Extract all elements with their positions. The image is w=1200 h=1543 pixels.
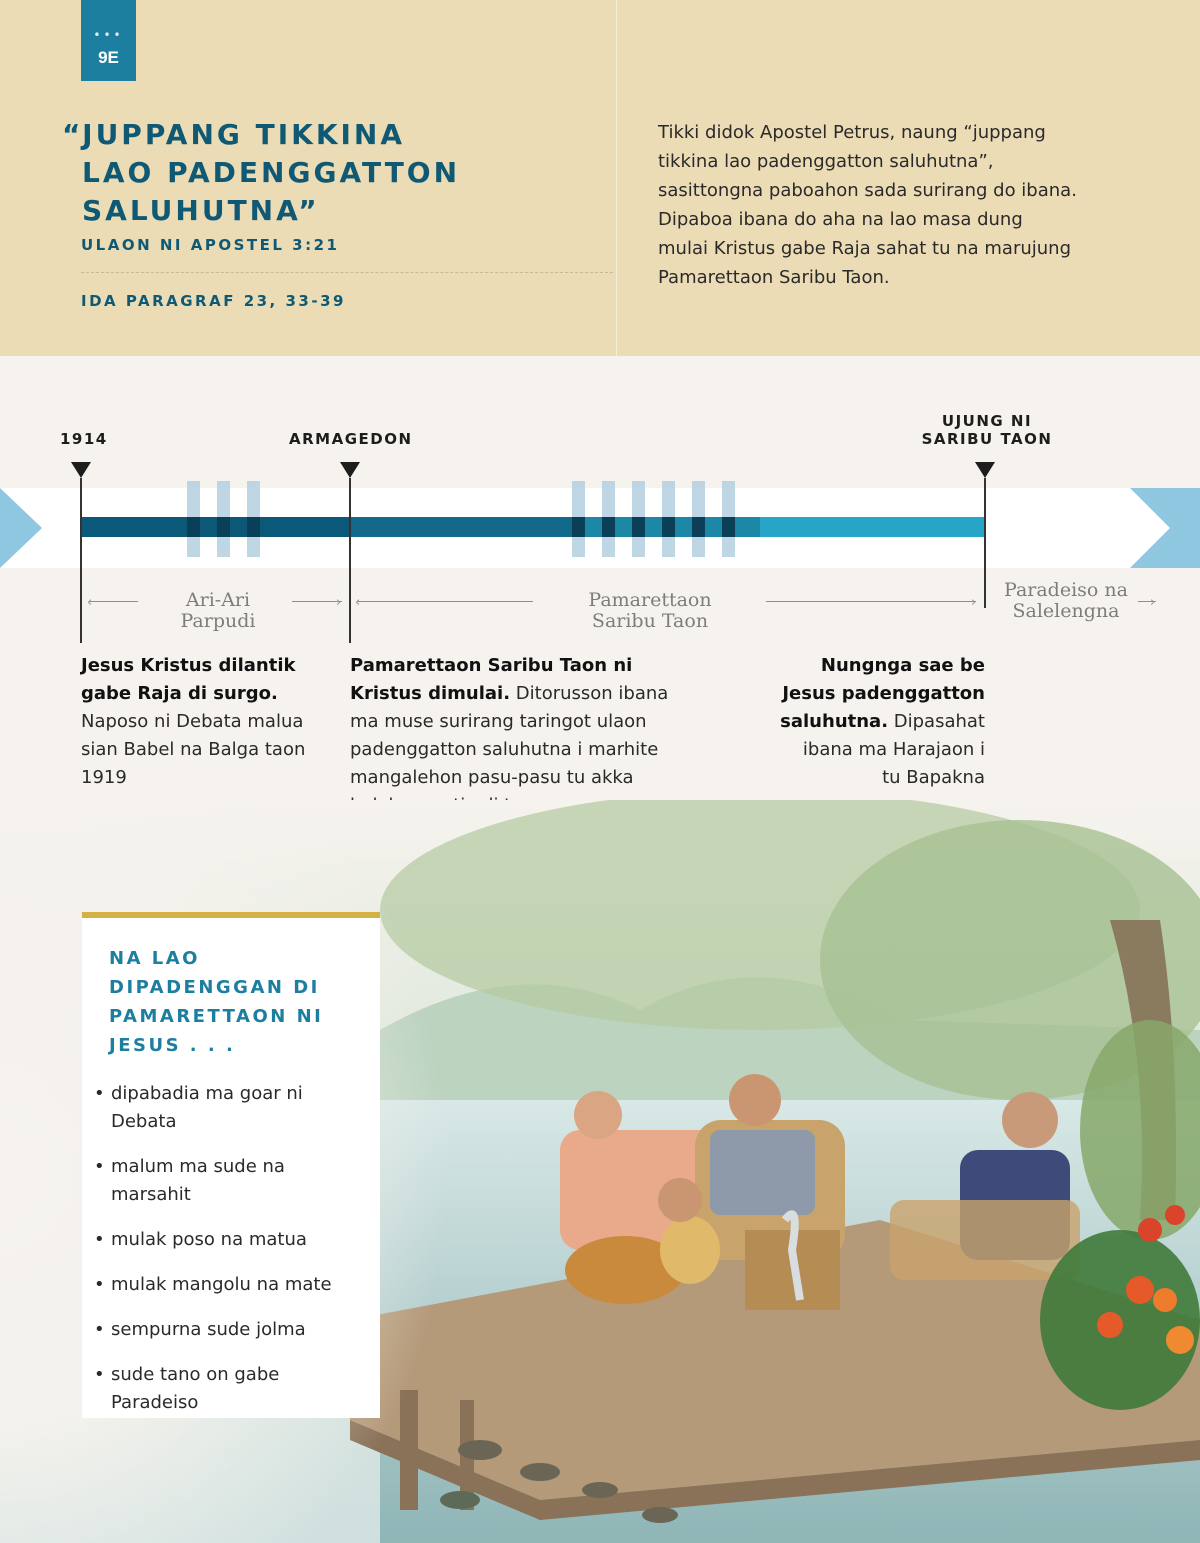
era-arrow-right-2 <box>766 601 976 602</box>
list-item: • dipabadia ma goar ni Debata <box>94 1080 341 1136</box>
list-item: • malum ma sude na marsahit <box>94 1153 341 1209</box>
marker-arrow-armagedon <box>340 462 360 478</box>
timeline-bar-millennium-a <box>350 517 580 537</box>
description-ujung-text: Dipasahat ibana ma Harajaon i tu Bapakna <box>802 711 985 788</box>
arrowhead-right-icon: › <box>336 595 342 610</box>
era-arrow-left-2 <box>358 601 533 602</box>
description-ujung <box>780 652 985 792</box>
arrowhead-left-icon: ‹ <box>355 595 361 610</box>
title-line-3: SALUHUTNA” <box>82 194 320 227</box>
tab-dots-decoration: ••• <box>93 28 124 42</box>
arrowhead-right-icon: › <box>1150 595 1156 610</box>
title-line-2: LAO PADENGGATTON <box>82 156 461 189</box>
description-1914-text: Naposo ni Debata malua sian Babel na Balga taon 1919 <box>81 711 306 788</box>
timeline-band <box>0 480 1200 580</box>
marker-arrow-1914 <box>71 462 91 478</box>
list-item: • sempurna sude jolma <box>94 1316 341 1344</box>
marker-label-armagedon: ARMAGEDON <box>289 430 413 448</box>
marker-arrow-ujung <box>975 462 995 478</box>
era-arrow-left-1 <box>90 601 138 602</box>
description-armagedon <box>350 652 672 820</box>
description-armagedon-text: Ditorusson ibana ma muse surirang taringot ulaon padenggatton saluhutna i marhite mangalehon pasu-pasu tu akka <box>350 683 669 788</box>
marker-label-1914: 1914 <box>60 430 108 448</box>
marker-label-ujung-ni-saribu-taon: UJUNG NI SARIBU TAON <box>921 412 1053 448</box>
dashed-divider <box>81 272 613 273</box>
description-armagedon-bold: Pamarettaon Saribu Taon ni Kristus dimulai. <box>350 655 633 704</box>
restoration-list <box>82 1080 380 1417</box>
title-line-1: “JUPPANG TIKKINA <box>62 118 406 151</box>
description-1914 <box>81 652 311 792</box>
list-item: • mulak mangolu na mate <box>94 1271 341 1299</box>
section-tab <box>81 0 136 81</box>
header-divider <box>616 0 617 356</box>
era-arrow-right-1 <box>292 601 342 602</box>
list-item: • mulak poso na matua <box>94 1226 341 1254</box>
box-title: NA LAO DIPADENGGAN DI PAMARETTAON NI JESUS . . . <box>109 948 324 1056</box>
arrowhead-right-icon: › <box>971 595 977 610</box>
tab-label: 9E <box>98 48 119 67</box>
arrowhead-left-icon: ‹ <box>87 595 93 610</box>
marker-line-armagedon <box>349 478 351 643</box>
marker-line-ujung <box>984 478 986 608</box>
paragraph-reference: IDA PARAGRAF 23, 33-39 <box>81 292 346 310</box>
marker-line-1914 <box>80 478 82 643</box>
list-item: • sude tano on gabe Paradeiso <box>94 1361 341 1417</box>
restoration-list-box <box>82 912 380 1418</box>
era-label-last-days: Ari-Ari Parpudi <box>180 589 256 632</box>
scripture-reference: ULAON NI APOSTEL 3:21 <box>81 236 340 254</box>
intro-text: Tikki didok Apostel Petrus, naung “juppang tikkina lao padenggatton saluhutna”, sasittongna paboahon sada surirang do ibana. Dipaboa ibana do aha na lao masa dung mulai Kristus gabe Raja sahat tu na marujung Pamarettaon Saribu Taon. <box>658 122 1077 288</box>
timeline-bar-last-days <box>81 517 350 537</box>
page-title <box>62 116 582 230</box>
description-1914-bold: Jesus Kristus dilantik gabe Raja di surgo. <box>81 655 296 704</box>
timeline-bar-millennium-c <box>760 517 984 537</box>
description-ujung-bold: Nungnga sae be Jesus padenggatton saluhutna. <box>780 655 985 732</box>
era-label-paradise: Paradeiso na Salelengna <box>1004 579 1128 622</box>
era-label-millennium: Pamarettaon Saribu Taon <box>588 589 712 632</box>
